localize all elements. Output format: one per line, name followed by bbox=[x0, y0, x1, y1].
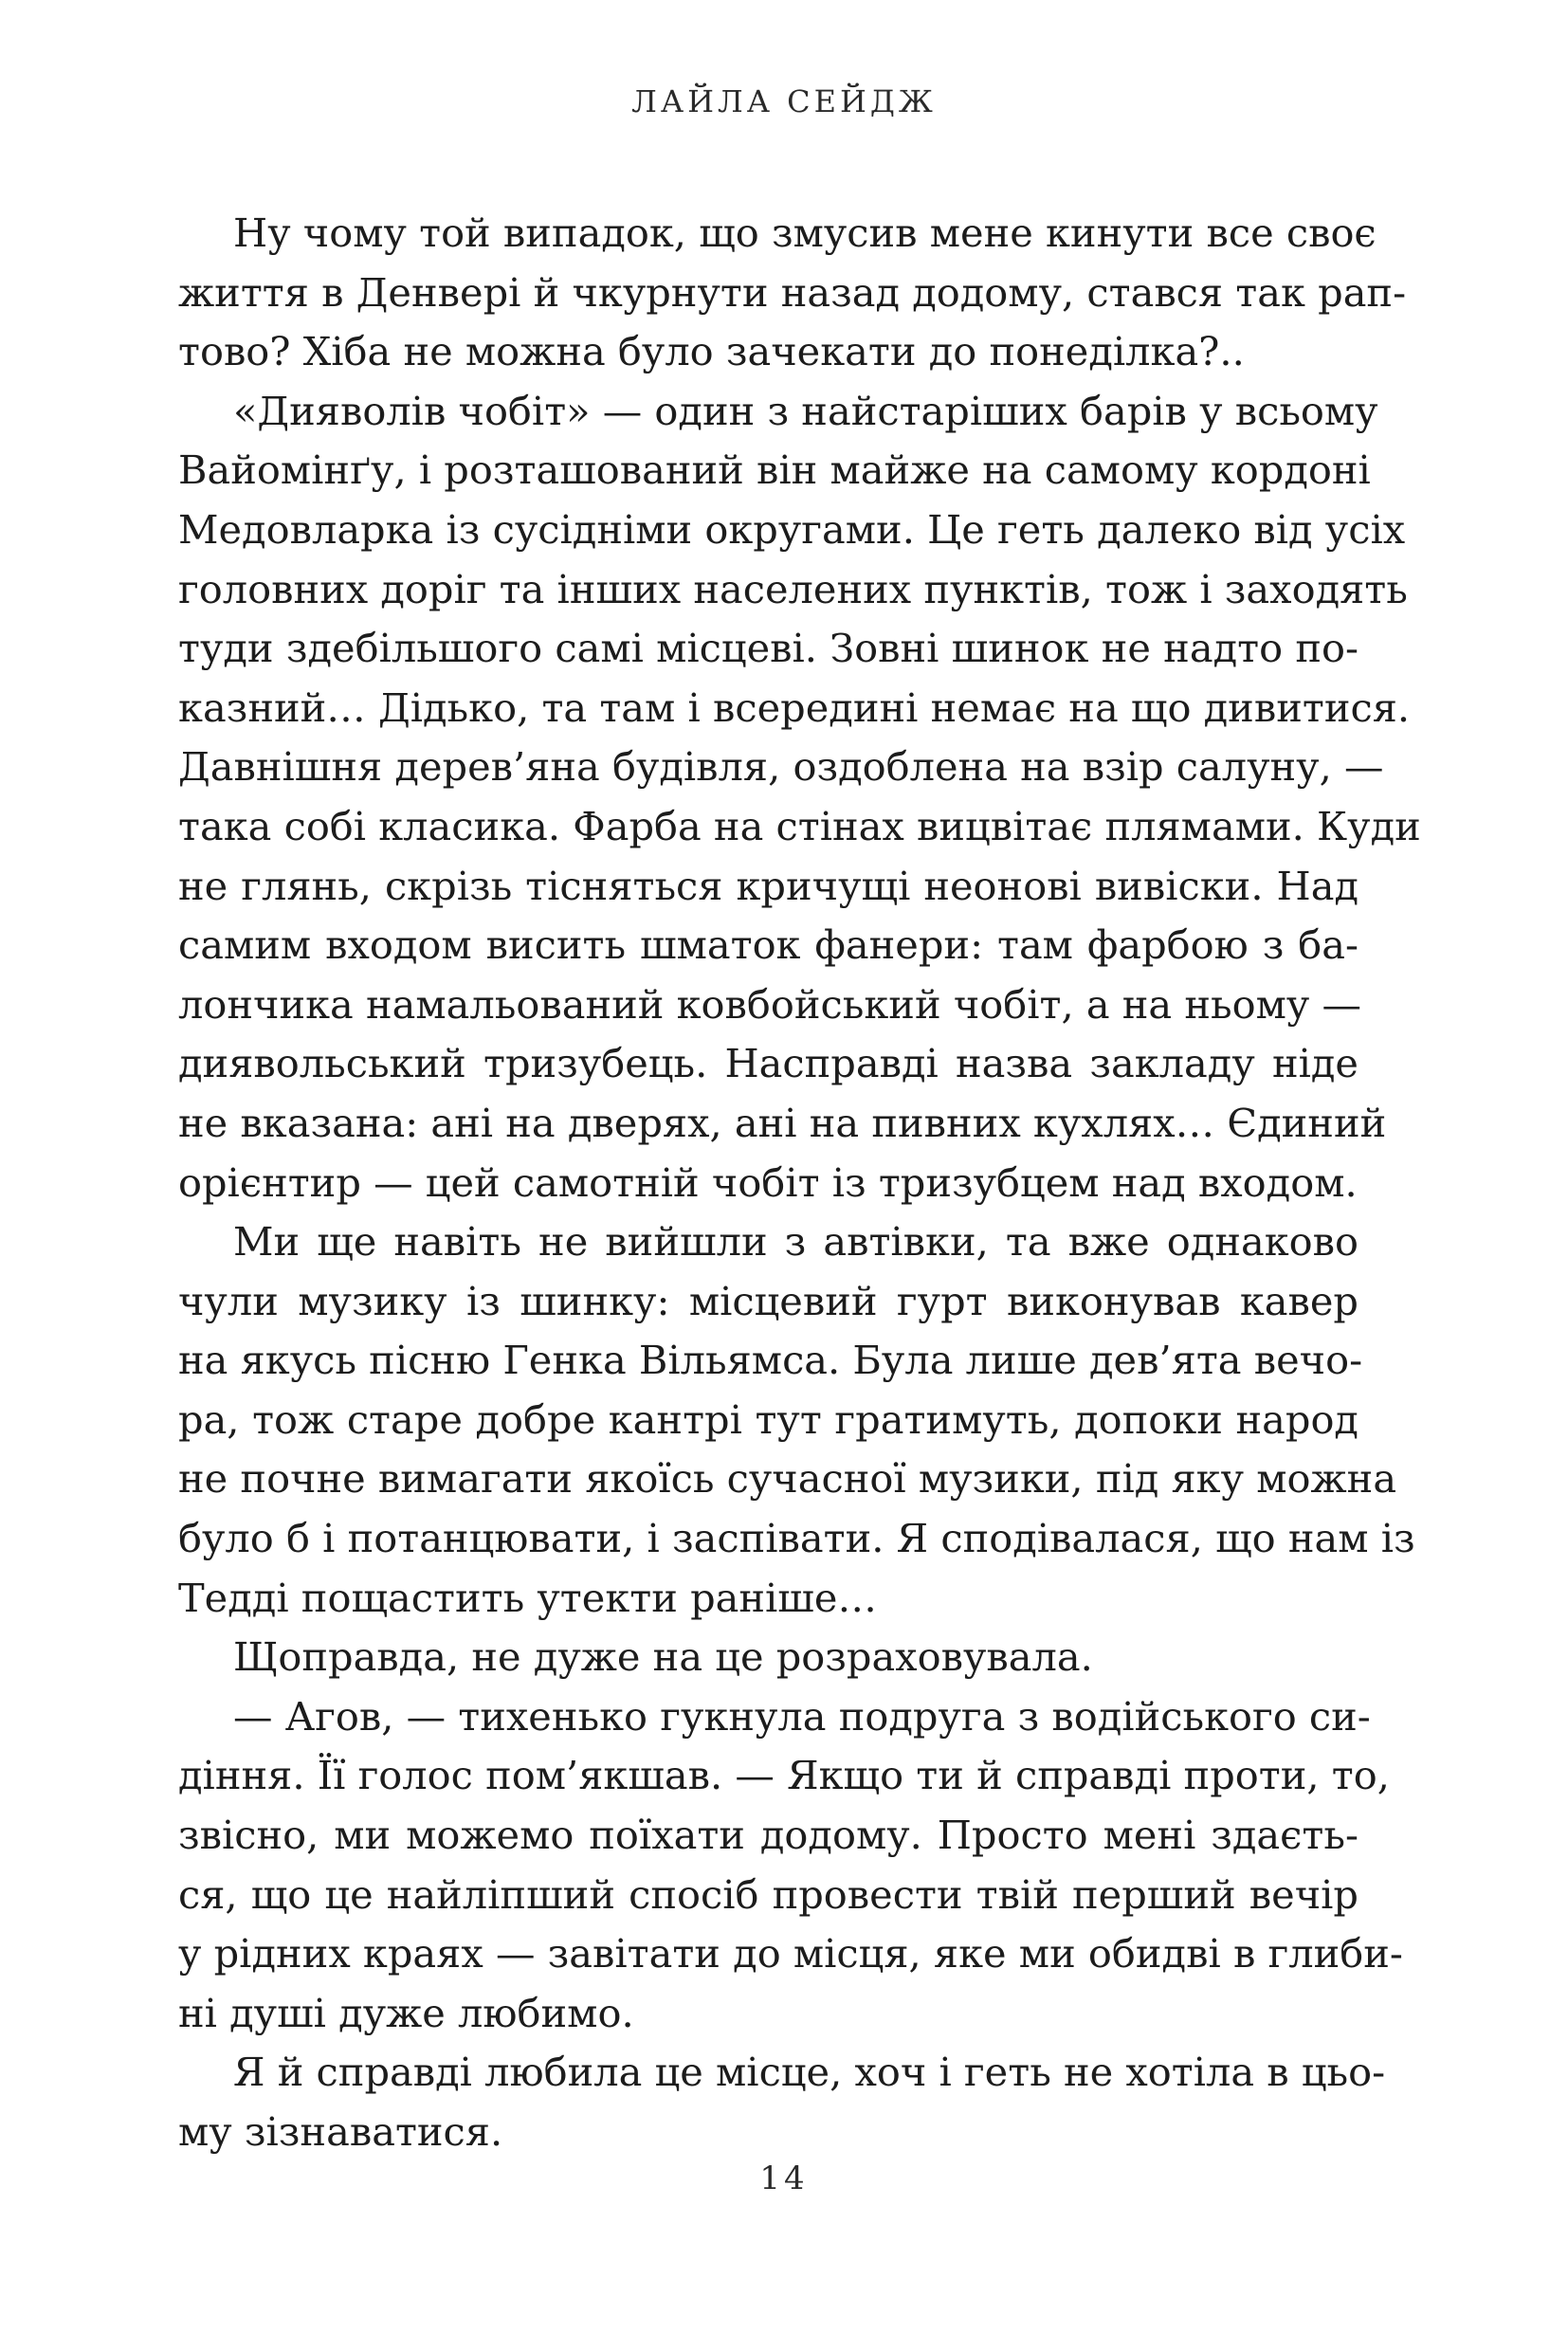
text-line: не почне вимагати якоїсь сучасної музики, під яку можна bbox=[178, 1455, 1397, 1503]
running-header: ЛАЙЛА СЕЙДЖ bbox=[631, 83, 937, 119]
text-line: Вайомінґу, і розташований він майже на самому кордоні bbox=[178, 447, 1371, 494]
text-line: му зізнаватися. bbox=[178, 2108, 503, 2155]
text-line: Давнішня дерев’яна будівля, оздоблена на взір салуну, — bbox=[178, 743, 1384, 791]
text-line: ся, що це найліпший спосіб провести твій перший вечір bbox=[178, 1870, 1358, 1918]
text-line: ні душі дуже любимо. bbox=[178, 1989, 634, 2036]
text-line: звісно, ми можемо поїхати додому. Просто мені здаєть- bbox=[178, 1812, 1358, 1859]
text-line: — Агов, — тихенько гукнула подруга з водійського си- bbox=[233, 1692, 1371, 1740]
text-line: самим входом висить шматок фанери: там фарбою з ба- bbox=[178, 921, 1358, 969]
text-line: не глянь, скрізь тісняться кричущі неонові вивіски. Над bbox=[178, 862, 1358, 909]
text-line: діння. Її голос пом’якшав. — Якщо ти й справді проти, то, bbox=[178, 1752, 1390, 1799]
text-line: диявольський тризубець. Насправді назва закладу ніде bbox=[178, 1040, 1358, 1087]
text-line: тово? Хіба не можна було зачекати до понеділка?.. bbox=[178, 328, 1245, 375]
text-line: казний… Дідько, та там і всередині немає на що дивитися. bbox=[178, 683, 1411, 731]
text-line: Медовларка із сусідніми округами. Це геть далеко від усіх bbox=[178, 505, 1406, 553]
text-line: Щоправда, не дуже на це розраховувала. bbox=[233, 1633, 1093, 1681]
text-line: головних доріг та інших населених пунктів, тож і заходять bbox=[178, 565, 1408, 612]
text-line: така собі класика. Фарба на стінах вицвітає плямами. Куди bbox=[178, 802, 1421, 849]
text-line: життя в Денвері й чкурнути назад додому, стався так рап- bbox=[178, 268, 1407, 316]
text-line: туди здебільшого самі місцеві. Зовні шинок не надто по- bbox=[178, 625, 1358, 672]
body-text bbox=[178, 204, 1421, 2162]
text-line: «Дияволів чобіт» — один з найстаріших барів у всьому bbox=[233, 387, 1378, 434]
text-line: у рідних краях — завітати до місця, яке ми обидві в глиби- bbox=[178, 1930, 1403, 1977]
text-line: Ну чому той випадок, що змусив мене кинути все своє bbox=[233, 210, 1377, 256]
text-line: не вказана: ані на дверях, ані на пивних кухлях… Єдиний bbox=[178, 1099, 1387, 1146]
text-line: Тедді пощастить утекти раніше… bbox=[178, 1574, 877, 1621]
page-number: 14 bbox=[759, 2160, 809, 2197]
text-line: Я й справді любила це місце, хоч і геть не хотіла в цьо- bbox=[233, 2049, 1386, 2096]
text-line: на якусь пісню Генка Вільямса. Була лише дев’ята вечо- bbox=[178, 1337, 1363, 1384]
text-line: орієнтир — цей самотній чобіт із тризубцем над входом. bbox=[178, 1158, 1358, 1206]
text-line: Ми ще навіть не вийшли з автівки, та вже однаково bbox=[233, 1218, 1358, 1266]
text-line: лончика намальований ковбойський чобіт, а на ньому — bbox=[178, 980, 1361, 1028]
text-line: ра, тож старе добре кантрі тут гратимуть, допоки народ bbox=[178, 1395, 1358, 1443]
text-line: чули музику із шинку: місцевий гурт виконував кавер bbox=[178, 1277, 1358, 1324]
text-line: було б і потанцювати, і заспівати. Я сподівалася, що нам із bbox=[178, 1515, 1415, 1562]
